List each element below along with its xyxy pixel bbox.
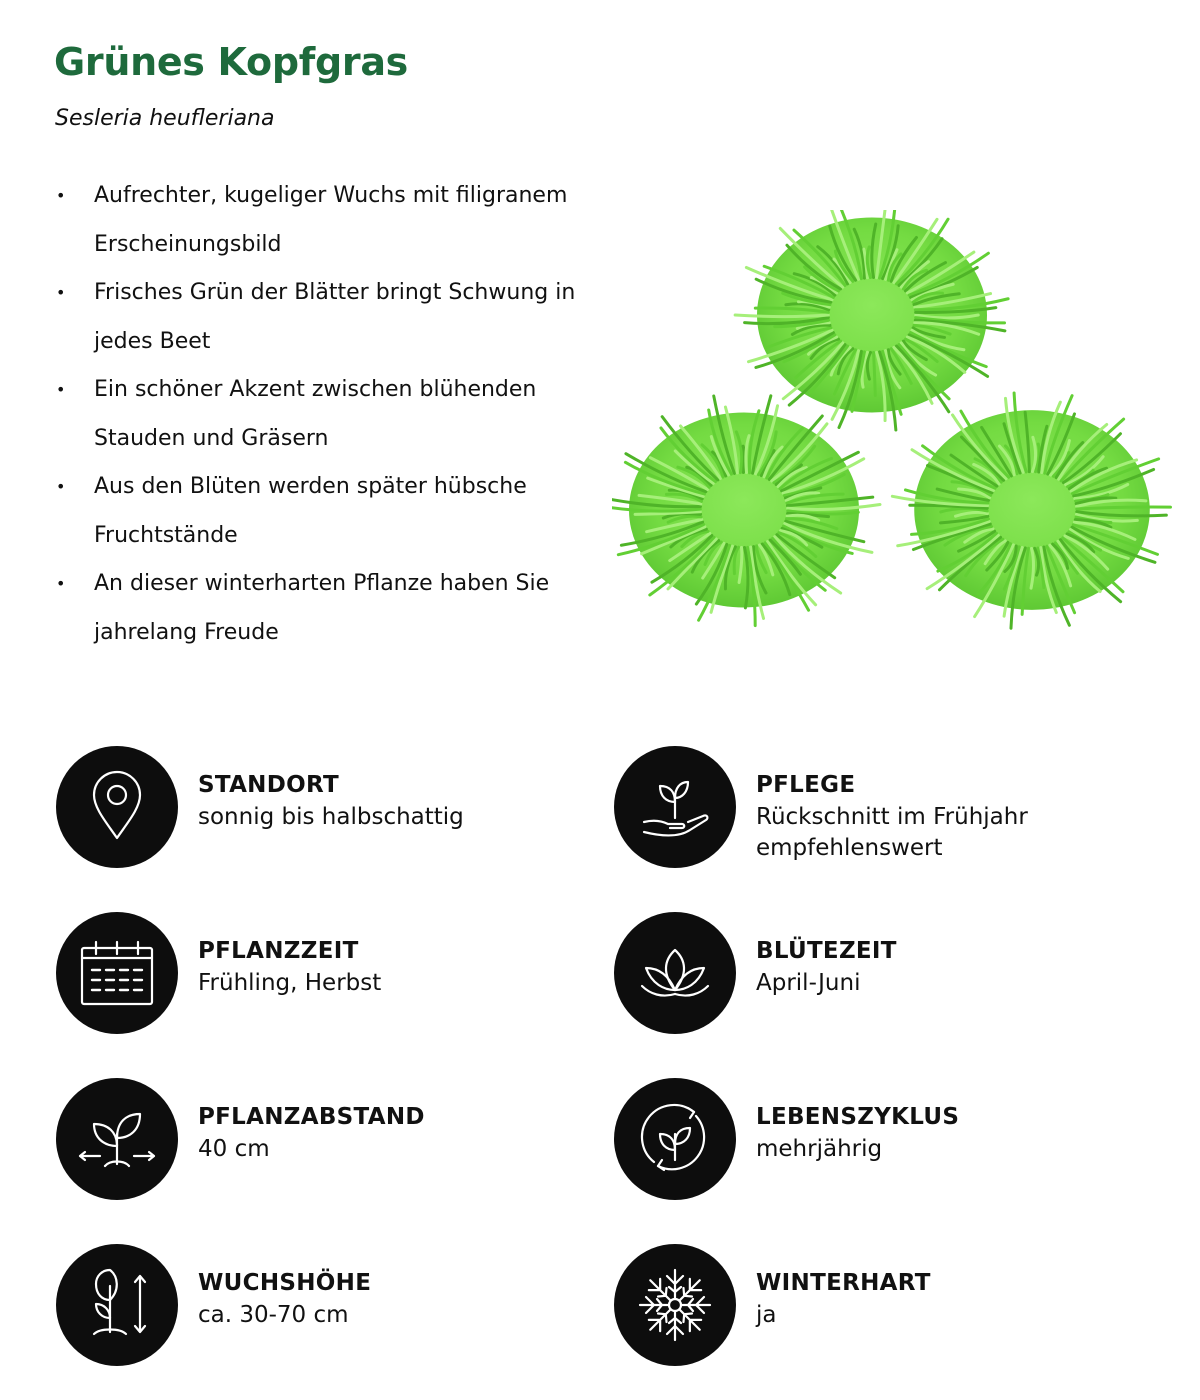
- feature-value: ja: [756, 1302, 777, 1328]
- feature-pflanzzeit: [56, 912, 556, 1042]
- plant-height-icon: [56, 1244, 178, 1366]
- feature-value: April-Juni: [756, 970, 861, 996]
- feature-list: [54, 172, 614, 657]
- feature-label: PFLANZZEIT: [198, 938, 359, 964]
- feature-value: mehrjährig: [756, 1136, 883, 1162]
- feature-wuchshoehe: [56, 1244, 556, 1374]
- feature-pflege: [614, 746, 1114, 876]
- snowflake-icon: [614, 1244, 736, 1366]
- feature-label: BLÜTEZEIT: [756, 938, 897, 964]
- botanical-name: Sesleria heufleriana: [55, 106, 275, 131]
- lotus-flower-icon: [614, 912, 736, 1034]
- bullet-icon: •: [56, 283, 66, 302]
- feature-label: WUCHSHÖHE: [198, 1270, 372, 1296]
- list-item: • Ein schöner Akzent zwischen blühenden Stauden und Gräsern: [54, 366, 614, 463]
- list-item: • An dieser winterharten Pflanze haben Sie jahrelang Freude: [54, 560, 614, 657]
- feature-winterhart: [614, 1244, 1114, 1374]
- hand-seedling-icon: [614, 746, 736, 868]
- feature-pflanzabstand: [56, 1078, 556, 1208]
- feature-value: ca. 30-70 cm: [198, 1302, 349, 1328]
- calendar-icon: [56, 912, 178, 1034]
- feature-label: PFLEGE: [756, 772, 856, 798]
- grass-tuft: [735, 210, 1008, 430]
- feature-label: LEBENSZYKLUS: [756, 1104, 960, 1130]
- feature-value: Frühling, Herbst: [198, 970, 382, 996]
- page-title: Grünes Kopfgras: [54, 40, 408, 84]
- list-item: • Aufrechter, kugeliger Wuchs mit filigranem Erscheinungsbild: [54, 172, 614, 269]
- feature-value: sonnig bis halbschattig: [198, 804, 464, 830]
- feature-value: Rückschnitt im Frühjahr empfehlenswert: [756, 804, 1028, 861]
- feature-bluetezeit: [614, 912, 1114, 1042]
- list-item: • Frisches Grün der Blätter bringt Schwung in jedes Beet: [54, 269, 614, 366]
- feature-standort: [56, 746, 556, 876]
- bullet-icon: •: [56, 574, 66, 593]
- cycle-seedling-icon: [614, 1078, 736, 1200]
- list-item: • Aus den Blüten werden später hübsche Fruchtstände: [54, 463, 614, 560]
- bullet-icon: •: [56, 186, 66, 205]
- bullet-icon: •: [56, 380, 66, 399]
- feature-label: PFLANZABSTAND: [198, 1104, 425, 1130]
- feature-value: 40 cm: [198, 1136, 270, 1162]
- bullet-icon: •: [56, 477, 66, 496]
- feature-label: STANDORT: [198, 772, 339, 798]
- seedling-spacing-icon: [56, 1078, 178, 1200]
- grass-tuft: [892, 393, 1170, 628]
- feature-label: WINTERHART: [756, 1270, 931, 1296]
- feature-lebenszyklus: [614, 1078, 1114, 1208]
- location-pin-icon: [56, 746, 178, 868]
- grass-tuft: [612, 396, 880, 626]
- grass-illustration: [612, 210, 1172, 630]
